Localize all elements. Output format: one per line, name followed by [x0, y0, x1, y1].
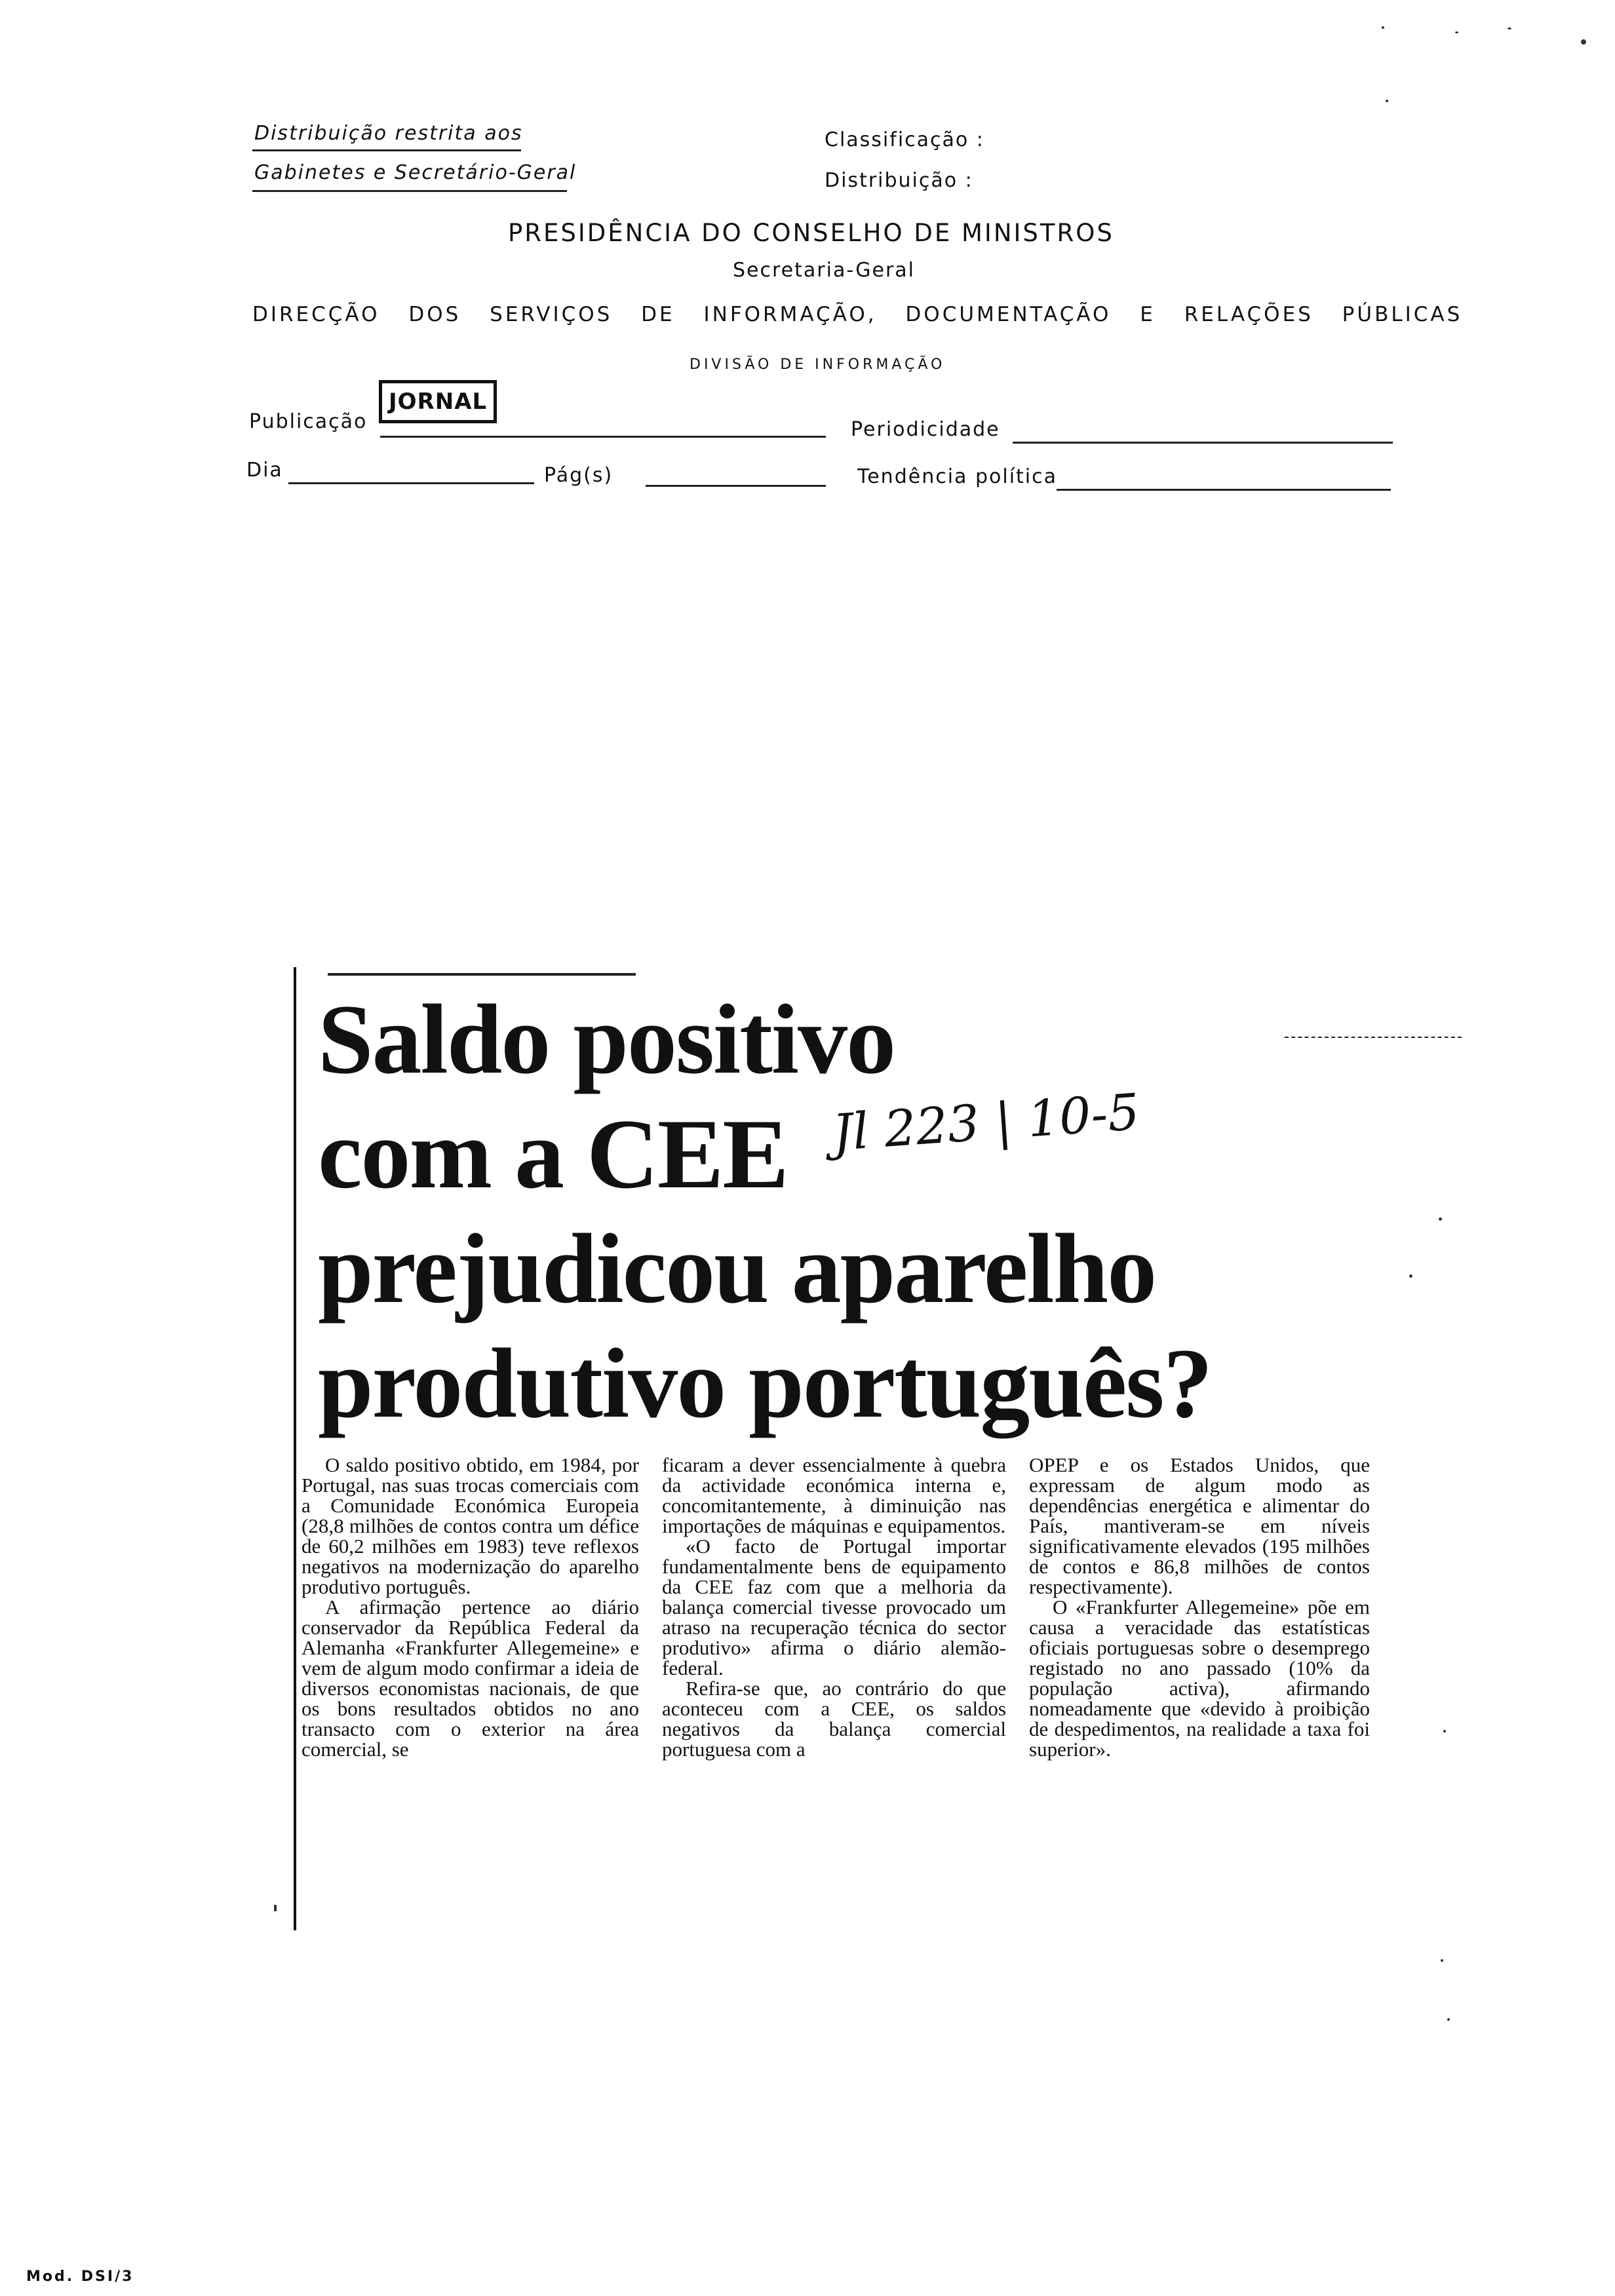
distribution-label: Distribuição : — [825, 169, 973, 192]
scan-speck — [1441, 1959, 1443, 1962]
scan-speck — [1382, 26, 1384, 29]
column-1-paragraph-1: O saldo positivo obtido, em 1984, por Portugal, nas suas trocas comerciais com a Comunidade Económica Europeia (28,8 milhões de contos contra um défice de 60,2 milhões em 1983) teve reflexos negativos na modernização do aparelho produtivo português. — [302, 1453, 639, 1598]
publication-underline — [380, 436, 826, 438]
classification-label: Classificação : — [825, 128, 984, 151]
publication-label: Publicação — [249, 410, 368, 433]
headline-line-2: com a CEE — [318, 1099, 788, 1209]
column-2-paragraph-3: Refira-se que, ao contrário do que aconteceu com a CEE, os saldos negativos da balança comercial portuguesa com a — [662, 1677, 1006, 1761]
publication-field: JORNAL — [379, 380, 497, 423]
clipping-top-rule — [328, 973, 636, 976]
scan-speck — [1443, 1730, 1446, 1732]
scan-speck — [1409, 1274, 1412, 1278]
column-2-paragraph-2: «O facto de Portugal importar fundamentalmente bens de equipamento da CEE faz com que a melhoria da balança comercial tivesse provocado um atraso na recuperação técnica do sector produtivo» afirma o diário alemão-federal. — [662, 1535, 1006, 1679]
model-code: Mod. DSI/3 — [26, 2268, 134, 2285]
restricted-distribution-line1: Distribuição restrita aos — [254, 122, 523, 145]
scan-speck — [1386, 100, 1388, 102]
headline-line-4: produtivo português? — [318, 1328, 1212, 1438]
clipping-left-edge — [294, 967, 296, 1930]
headline-line-3: prejudicou aparelho — [318, 1214, 1156, 1324]
political-tendency-underline — [1057, 489, 1391, 491]
secretariat-title: Secretaria-Geral — [733, 259, 916, 282]
restricted-distribution-line2: Gabinetes e Secretário-Geral — [254, 161, 577, 184]
clipping-right-rule — [1285, 1037, 1462, 1038]
periodicity-label: Periodicidade — [851, 418, 1000, 441]
article-column-2 — [662, 1455, 1006, 1759]
restricted-underline-1 — [252, 149, 521, 151]
scan-speck — [1455, 31, 1458, 33]
scan-speck — [1447, 2018, 1450, 2021]
restricted-underline-2 — [252, 190, 567, 192]
periodicity-underline — [1013, 442, 1393, 444]
handwritten-note: Jl 223 | 10-5 — [830, 1082, 1142, 1162]
column-3-paragraph-2: O «Frankfurter Allegemeine» põe em causa a veracidade das estatísticas oficiais portuguesas sobre o desemprego registado no ano passado (10% da população activa), afirmando nomeadamente que «devido à proibição de despedimentos, na realidade a taxa foi superior». — [1029, 1596, 1370, 1761]
column-1-paragraph-2: A afirmação pertence ao diário conservador da República Federal da Alemanha «Frankfurter Allegemeine» e vem de algum modo confirmar a ideia de diversos economistas nacionais, de que os bons resultados obtidos no ano transacto com o exterior na área comercial, se — [302, 1596, 639, 1761]
scan-speck — [1581, 39, 1586, 45]
presidency-title: PRESIDÊNCIA DO CONSELHO DE MINISTROS — [508, 219, 1114, 247]
headline-line-1: Saldo positivo — [318, 984, 895, 1094]
scan-speck — [1508, 28, 1511, 29]
article-column-3 — [1029, 1455, 1370, 1759]
article-column-1 — [302, 1455, 639, 1759]
pages-label: Pág(s) — [544, 464, 613, 487]
political-tendency-label: Tendência política — [857, 465, 1058, 488]
column-3-paragraph-1: OPEP e os Estados Unidos, que expressam de algum modo as dependências energética e alimentar do País, mantiveram-se em níveis significativamente elevados (195 milhões de contos e 86,8 milhões de contos respectivamente). — [1029, 1453, 1370, 1598]
pages-underline — [646, 485, 826, 487]
day-underline — [288, 482, 534, 484]
day-label: Dia — [246, 459, 283, 482]
column-2-paragraph-1: ficaram a dever essencialmente à quebra da actividade económica interna e, concomitantemente, à diminuição nas importações de máquinas e equipamentos. — [662, 1453, 1006, 1537]
scan-speck — [1439, 1217, 1442, 1221]
scan-speck — [274, 1905, 277, 1911]
division-title: DIVISÃO DE INFORMAÇÃO — [690, 356, 946, 373]
directorate-title: DIRECÇÃO DOS SERVIÇOS DE INFORMAÇÃO, DOCUMENTAÇÃO E RELAÇÕES PÚBLICAS — [252, 303, 1463, 326]
